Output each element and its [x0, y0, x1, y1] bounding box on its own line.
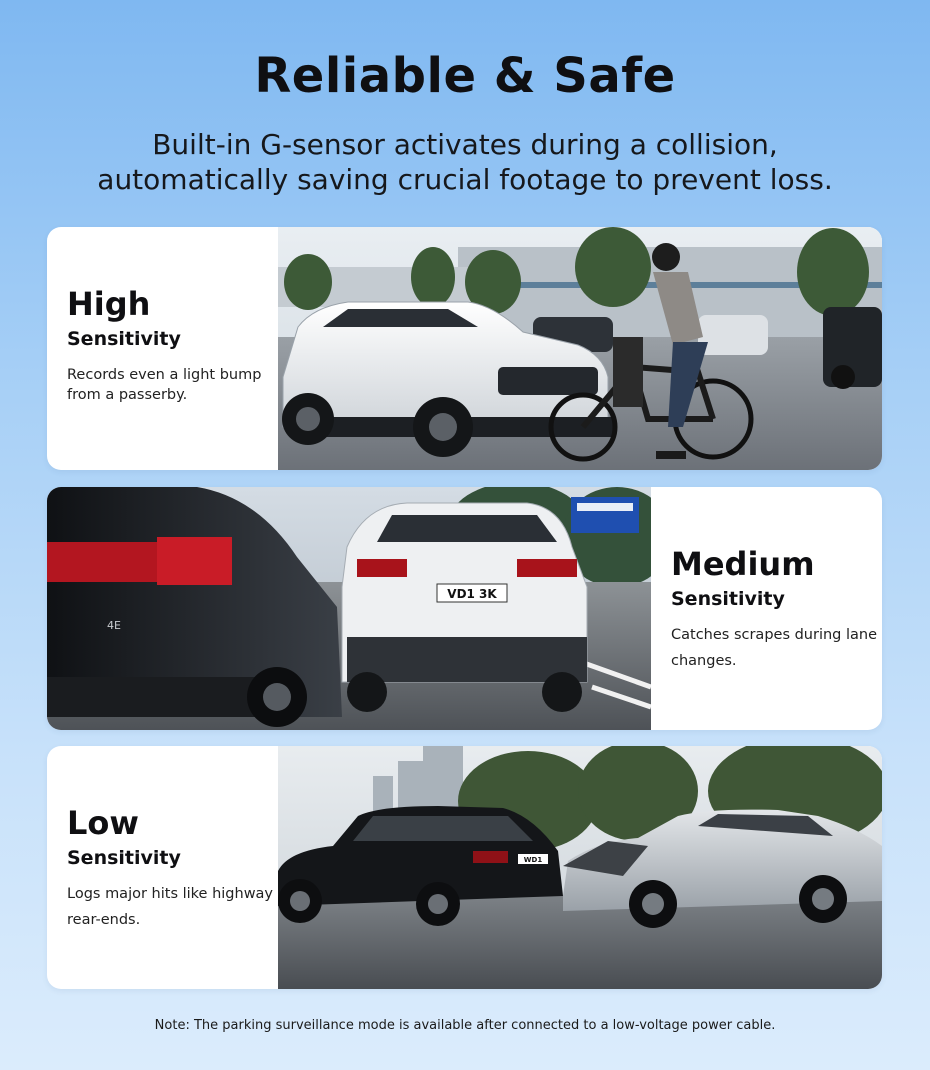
sensitivity-label: Sensitivity	[67, 328, 181, 350]
sensitivity-description: Records even a light bump from a passerby.	[67, 367, 262, 403]
photo-highway-rear-end	[278, 746, 882, 989]
license-plate: WD1	[523, 856, 543, 864]
page-title: Reliable & Safe	[254, 48, 676, 104]
sensitivity-label: Sensitivity	[671, 588, 785, 610]
card-text	[47, 227, 278, 470]
sensitivity-level: Low	[67, 804, 139, 842]
sensitivity-level: Medium	[671, 545, 815, 583]
sensitivity-description: Catches scrapes during lane changes.	[671, 627, 878, 669]
card-medium-sensitivity	[47, 487, 882, 730]
card-text	[47, 746, 278, 989]
sensitivity-level: High	[67, 285, 151, 323]
license-plate: VD1 3K	[447, 587, 497, 601]
photo-lane-change-scrape	[47, 487, 651, 730]
card-high-sensitivity	[47, 227, 882, 470]
vehicle-badge: 4E	[107, 619, 121, 632]
page-subtitle: Built-in G-sensor activates during a collision, automatically saving crucial footage to prevent loss.	[97, 128, 833, 196]
card-low-sensitivity	[47, 746, 882, 989]
footer-note: Note: The parking surveillance mode is available after connected to a low-voltage power cable.	[154, 1018, 776, 1033]
photo-cyclist-bumps-suv	[278, 227, 882, 470]
sensitivity-label: Sensitivity	[67, 847, 181, 869]
sensitivity-description: Logs major hits like highway rear-ends.	[67, 886, 274, 928]
card-text	[651, 487, 882, 730]
